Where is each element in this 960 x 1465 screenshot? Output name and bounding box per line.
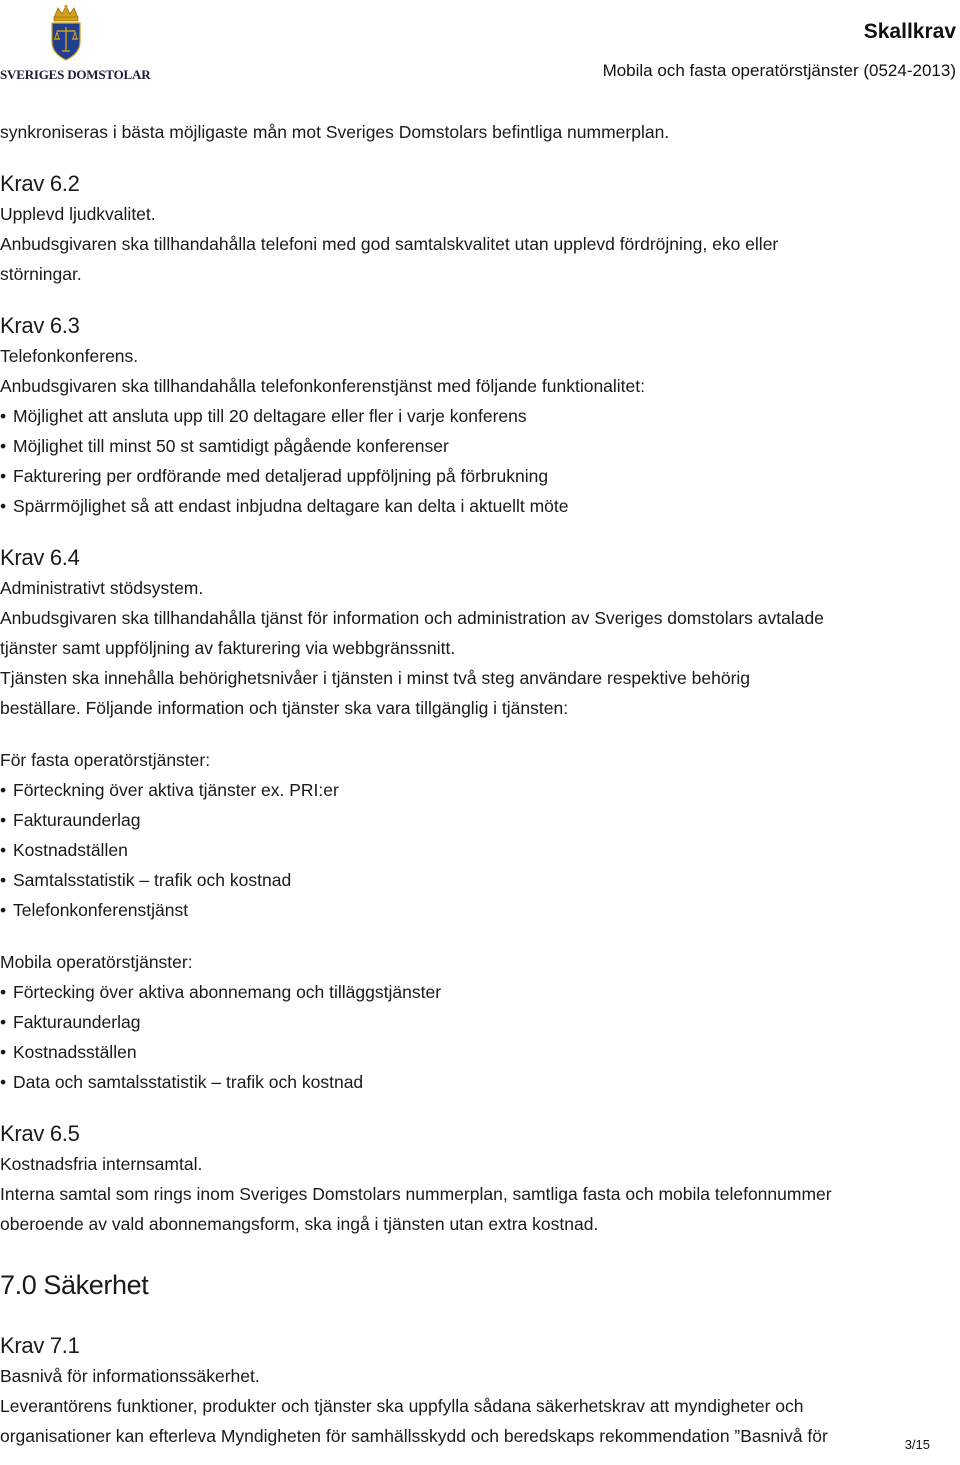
list-item: • Fakturaunderlag xyxy=(0,805,952,835)
list-item: • Spärrmöjlighet så att endast inbjudna deltagare kan delta i aktuellt möte xyxy=(0,491,952,521)
krav-6-3-title: Telefonkonferens. xyxy=(0,346,139,366)
paragraph-line: organisationer kan efterleva Myndigheten för samhällsskydd och beredskaps rekommendation ”Basnivå för xyxy=(0,1426,828,1446)
list-item: • Fakturaunderlag xyxy=(0,1007,952,1037)
krav-7-1-title: Basnivå för informationssäkerhet. xyxy=(0,1366,260,1386)
list-item: • Kostnadsställen xyxy=(0,1037,952,1067)
logo-text: SVERIGES DOMSTOLAR xyxy=(0,67,151,82)
conference-features-list xyxy=(0,401,952,521)
list-item: • Förteckning över aktiva tjänster ex. PRI:er xyxy=(0,775,952,805)
krav-6-5-heading: Krav 6.5 xyxy=(0,1121,80,1146)
list-item: • Kostnadställen xyxy=(0,835,952,865)
krav-6-4-title: Administrativt stödsystem. xyxy=(0,578,204,598)
list-item: • Samtalsstatistik – trafik och kostnad xyxy=(0,865,952,895)
krav-6-3-heading: Krav 6.3 xyxy=(0,313,80,338)
paragraph-line: tjänster samt uppföljning av fakturering via webbgränssnitt. xyxy=(0,638,456,658)
list-item: • Möjlighet till minst 50 st samtidigt pågående konferenser xyxy=(0,431,952,461)
section-7-heading: 7.0 Säkerhet xyxy=(0,1270,149,1300)
fixed-services-label: För fasta operatörstjänster: xyxy=(0,750,211,770)
krav-6-5-title: Kostnadsfria internsamtal. xyxy=(0,1154,203,1174)
fixed-services-list xyxy=(0,775,952,925)
list-item: • Telefonkonferenstjänst xyxy=(0,895,952,925)
paragraph-line: störningar. xyxy=(0,264,82,284)
document-title: Skallkrav xyxy=(863,20,956,43)
list-item: • Möjlighet att ansluta upp till 20 deltagare eller fler i varje konferens xyxy=(0,401,952,431)
krav-6-2-heading: Krav 6.2 xyxy=(0,171,80,196)
document-subtitle: Mobila och fasta operatörstjänster (0524-2013) xyxy=(602,61,956,80)
krav-7-1-heading: Krav 7.1 xyxy=(0,1333,80,1358)
krav-6-4-heading: Krav 6.4 xyxy=(0,545,80,570)
paragraph-line: beställare. Följande information och tjänster ska vara tillgänglig i tjänsten: xyxy=(0,698,569,718)
paragraph-line: Tjänsten ska innehålla behörighetsnivåer i tjänsten i minst två steg användare respektive behörig xyxy=(0,668,751,688)
page-header xyxy=(0,0,960,90)
krav-6-2-title: Upplevd ljudkvalitet. xyxy=(0,204,156,224)
sveriges-domstolar-logo xyxy=(0,4,151,84)
intro-line: synkroniseras i bästa möjligaste mån mot Sveriges Domstolars befintliga nummerplan. xyxy=(0,122,670,142)
list-item: • Data och samtalsstatistik – trafik och kostnad xyxy=(0,1067,952,1097)
paragraph-line: Anbudsgivaren ska tillhandahålla telefonkonferenstjänst med följande funktionalitet: xyxy=(0,376,646,396)
list-item: • Förtecking över aktiva abonnemang och tilläggstjänster xyxy=(0,977,952,1007)
paragraph-line: Interna samtal som rings inom Sveriges Domstolars nummerplan, samtliga fasta och mobila telefonnummer xyxy=(0,1184,832,1204)
paragraph-line: Anbudsgivaren ska tillhandahålla tjänst för information och administration av Sveriges domstolars avtalade xyxy=(0,608,824,628)
page-number: 3/15 xyxy=(904,1437,930,1452)
paragraph-line: Anbudsgivaren ska tillhandahålla telefoni med god samtalskvalitet utan upplevd fördröjning, eko eller xyxy=(0,234,779,254)
document-body xyxy=(0,117,952,1451)
paragraph-line: oberoende av vald abonnemangsform, ska ingå i tjänsten utan extra kostnad. xyxy=(0,1214,599,1234)
crown-shield-icon xyxy=(44,4,88,62)
paragraph-line: Leverantörens funktioner, produkter och tjänster ska uppfylla sådana säkerhetskrav att myndigheter och xyxy=(0,1396,804,1416)
mobile-services-list xyxy=(0,977,952,1097)
mobile-services-label: Mobila operatörstjänster: xyxy=(0,952,193,972)
list-item: • Fakturering per ordförande med detaljerad uppföljning på förbrukning xyxy=(0,461,952,491)
